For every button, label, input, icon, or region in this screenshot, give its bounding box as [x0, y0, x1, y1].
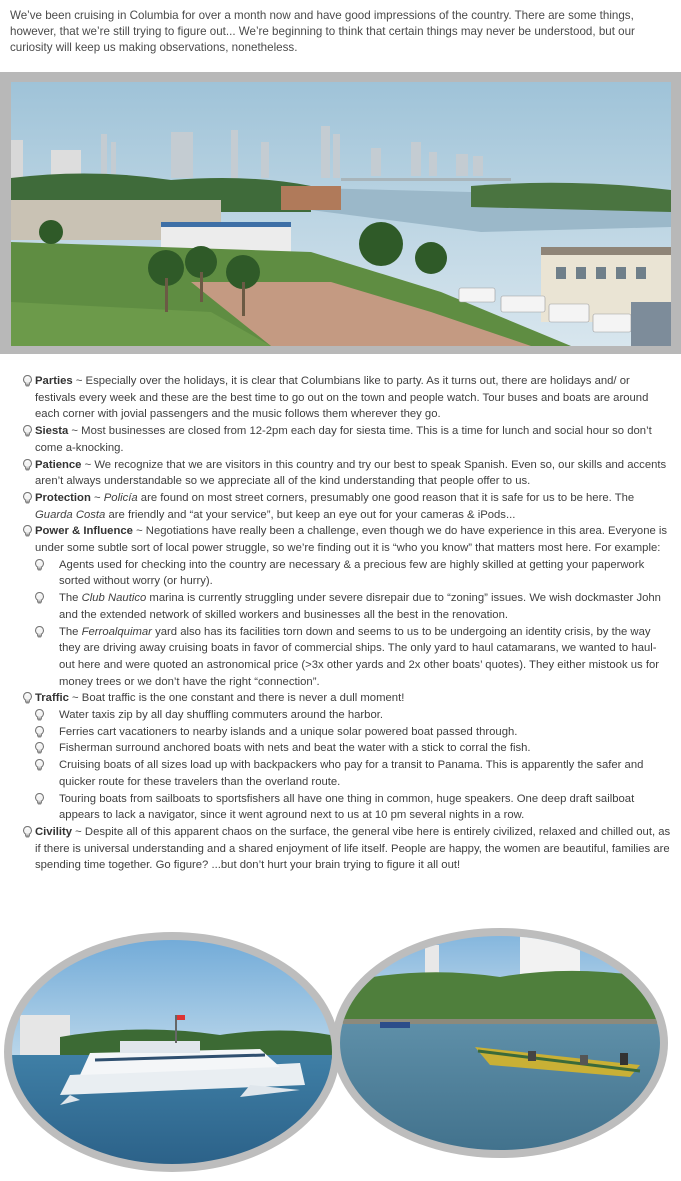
sub-item-text: Water taxis zip by all day shuffling commuters around the harbor.: [59, 709, 384, 722]
item-keyword: Power & Influence: [35, 525, 133, 538]
sub-item-text: Touring boats from sailboats to sportsfishers all have one thing in common, huge speakers. One deep draft sailboat appears to lack a navigator, since it went aground next to us at 10 pm several nights in a row.: [59, 792, 635, 822]
sub-list-item: [22, 557, 672, 590]
item-keyword: Civility: [35, 825, 73, 838]
list-item: [22, 490, 672, 523]
lightbulb-icon: [22, 459, 33, 471]
lightbulb-icon: [34, 726, 45, 738]
sub-item-text: The: [59, 625, 82, 638]
item-text: ~ Most businesses are closed from 12-2pm each day for siesta time. This is a time for lunch and social hour so don’t come a-knocking.: [35, 425, 652, 454]
lightbulb-icon: [34, 559, 45, 571]
oval-photos: [0, 925, 681, 1175]
item-text: are friendly and “at your service”, but keep an eye out for your cameras & iPods...: [105, 508, 516, 521]
item-italic: Policía: [103, 491, 138, 504]
lightbulb-icon: [34, 592, 45, 604]
item-keyword: Siesta: [35, 425, 69, 438]
cityscape-photo-frame: [0, 72, 681, 354]
list-item: [22, 457, 672, 490]
item-text: ~ Negotiations have really been a challenge, even though we do have experience in this area. Everyone is under some subtle sort of local power struggle, so we’re finding out it is “who you know” that matters most here. For example:: [35, 525, 668, 555]
list-item: [22, 423, 672, 456]
item-text: ~ Boat traffic is the one constant and there is never a dull moment!: [68, 692, 405, 705]
sub-list-item: [22, 707, 672, 724]
lightbulb-icon: [22, 525, 33, 537]
sub-item-text: Fisherman surround anchored boats with nets and beat the water with a stick to corral the fish.: [59, 742, 531, 755]
item-text: ~ Despite all of this apparent chaos on the surface, the general vibe here is entirely civilized, relaxed and chilled out, as if there is universal understanding and a shared enjoyment of life itself. People are happy, the women are beautiful, families are spending time together. Go figure? ...but don’t hurt your brain trying to figure it all out!: [35, 825, 671, 872]
item-italic: Guarda Costa: [35, 508, 106, 521]
lightbulb-icon: [22, 425, 33, 437]
lightbulb-icon: [34, 793, 45, 805]
lightbulb-icon: [34, 626, 45, 638]
item-keyword: Patience: [35, 458, 82, 471]
lightbulb-icon: [22, 826, 33, 838]
item-keyword: Protection: [35, 491, 91, 504]
fishing-boat-photo: [330, 925, 670, 1164]
sub-list-item: [22, 757, 672, 790]
sub-item-text: Agents used for checking into the country are necessary & a precious few are highly skilled at getting your paperwork sorted without worry (or hurry).: [59, 558, 645, 588]
intro-paragraph: We’ve been cruising in Columbia for over a month now and have good impressions of the country. There are some things, however, that we’re still trying to figure out... We’re beginning to think that certain things may never be understood, but our curiosity will keep us making observations, nonetheless.: [10, 9, 635, 54]
lightbulb-icon: [22, 692, 33, 704]
sub-item-text: yard also has its facilities torn down and seems to us to be undergoing an identity crisis, by the way they are driving away cruising boats in favor of commercial ships. The only yard to haul catamarans, we wanted to haul-out here and were quoted an astronomical price (>3x other yards and 2x other boats’ quotes). They either mistook us for money trees or we don’t have the right “connection”.: [59, 625, 660, 688]
sub-list-item: [22, 724, 672, 741]
sub-item-text: Ferries cart vacationers to nearby islands and a unique solar powered boat passed through.: [59, 725, 518, 738]
cityscape-photo: [11, 82, 671, 346]
sub-list-item: [22, 624, 672, 691]
sub-item-text: Cruising boats of all sizes load up with backpackers who pay for a transit to Panama. This is apparently the safer and quicker route for these travelers than the overland route.: [59, 759, 644, 788]
lightbulb-icon: [34, 709, 45, 721]
list-item: [22, 523, 672, 556]
solar-boat-photo: [0, 925, 340, 1175]
lightbulb-icon: [34, 759, 45, 771]
sub-list-item: [22, 791, 672, 824]
sub-list-item: [22, 590, 672, 623]
item-text: ~: [90, 491, 104, 504]
item-text: ~ We recognize that we are visitors in this country and try our best to speak Spanish. Even so, our skills and accents aren’t always understandable so we appreciate all of the kind understanding that people offer to us.: [35, 458, 667, 488]
lightbulb-icon: [22, 375, 33, 387]
list-item: [22, 824, 672, 874]
lightbulb-icon: [34, 742, 45, 754]
sub-item-italic: Club Nautico: [81, 592, 147, 605]
observations-list: [22, 373, 672, 874]
sub-list-item: [22, 740, 672, 757]
item-text: are found on most street corners, presumably one good reason that it is safe for us to be here. The: [137, 491, 635, 504]
sub-item-text: The: [59, 592, 82, 605]
item-keyword: Traffic: [35, 692, 69, 705]
sub-item-italic: Ferroalquimar: [81, 625, 152, 638]
list-item: [22, 690, 672, 707]
item-keyword: Parties: [35, 375, 73, 387]
sub-item-text: marina is currently struggling under severe disrepair due to “zoning” issues. We wish dockmaster John and the extended network of skilled workers and businesses all the best in the renovation.: [59, 592, 661, 621]
item-text: ~ Especially over the holidays, it is clear that Columbians like to party. As it turns out, there are holidays and/ or festivals every week and these are the best time to go out on the town and people watch. Tour buses and boats are around each corner with jovial passengers and the music follows them wherever they go.: [35, 375, 649, 421]
list-item: [22, 373, 672, 423]
lightbulb-icon: [22, 492, 33, 504]
